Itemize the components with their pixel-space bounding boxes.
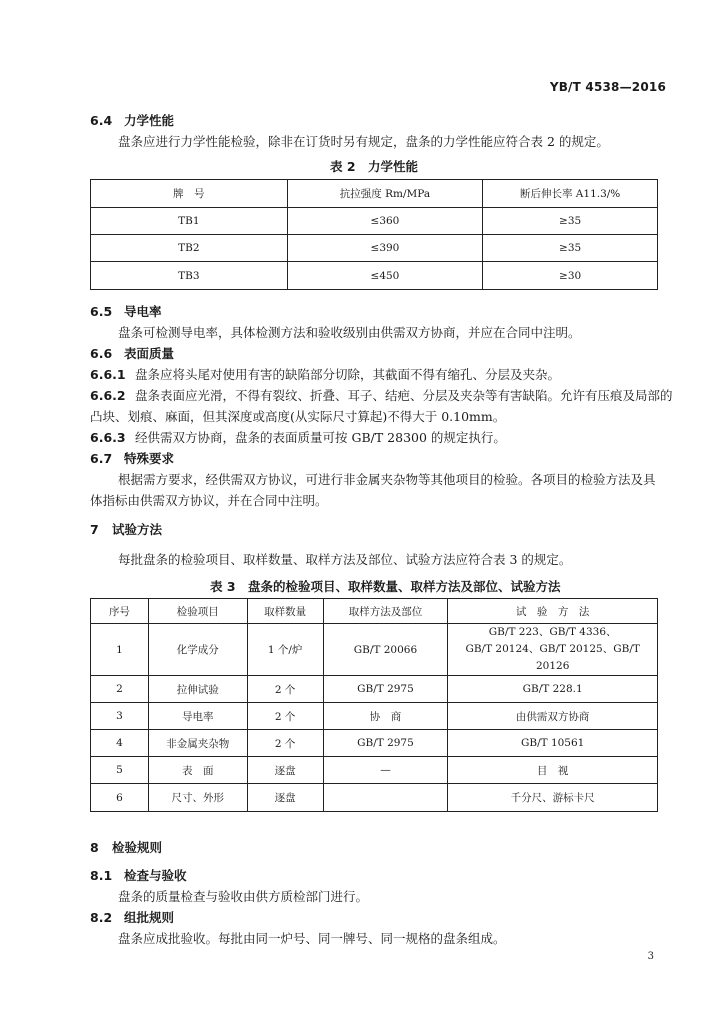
section-number: 6.6.1 bbox=[90, 367, 126, 382]
section-number: 6.7 bbox=[90, 451, 113, 466]
table-cell: GB/T 228.1 bbox=[448, 676, 658, 703]
section-number: 6.6.2 bbox=[90, 388, 126, 403]
table-row bbox=[91, 757, 658, 784]
section-number: 6.6.3 bbox=[90, 430, 126, 445]
table-cell: GB/T 10561 bbox=[448, 730, 658, 757]
table-cell: ≤450 bbox=[287, 262, 483, 290]
header-cell: 取样数量 bbox=[247, 599, 323, 624]
method-line: GB/T 223、GB/T 4336、 bbox=[488, 626, 617, 638]
section-title: 特殊要求 bbox=[124, 451, 175, 466]
table-row bbox=[91, 235, 658, 262]
header-cell: 抗拉强度 Rm/MPa bbox=[287, 180, 483, 208]
header-cell: 牌 号 bbox=[91, 180, 288, 208]
section-title: 力学性能 bbox=[124, 113, 175, 128]
table-cell: 尺寸、外形 bbox=[148, 784, 247, 812]
table-cell: 化学成分 bbox=[148, 624, 247, 676]
section-8-heading bbox=[90, 840, 162, 856]
table-cell: 导电率 bbox=[148, 703, 247, 730]
table-cell: GB/T 2975 bbox=[323, 730, 448, 757]
section-title: 检查与验收 bbox=[124, 868, 187, 883]
table-cell: 拉伸试验 bbox=[148, 676, 247, 703]
table-cell bbox=[448, 624, 658, 676]
section-6-7-body: 根据需方要求，经供需双方协议，可进行非金属夹杂物等其他项目的检验。各项目的检验方法及具 bbox=[118, 472, 656, 487]
header-cell: 取样方法及部位 bbox=[323, 599, 448, 624]
table-cell: 逐盘 bbox=[247, 784, 323, 812]
header-cell: 断后伸长率 A11.3/% bbox=[483, 180, 658, 208]
table-3 bbox=[90, 598, 658, 812]
table-cell: ≥30 bbox=[483, 262, 658, 290]
section-6-6-3 bbox=[90, 430, 506, 446]
table-cell: 6 bbox=[91, 784, 149, 812]
section-6-7-heading bbox=[90, 451, 174, 467]
section-6-6-1 bbox=[90, 367, 560, 383]
table-row bbox=[91, 784, 658, 812]
section-7-body: 每批盘条的检验项目、取样数量、取样方法及部位、试验方法应符合表 3 的规定。 bbox=[118, 552, 572, 567]
table-cell: ≤390 bbox=[287, 235, 483, 262]
table-cell: GB/T 2975 bbox=[323, 676, 448, 703]
table-cell: — bbox=[323, 757, 448, 784]
section-number: 6.5 bbox=[90, 304, 113, 319]
table-header-row bbox=[91, 180, 658, 208]
table-cell: ≥35 bbox=[483, 235, 658, 262]
section-6-5-body: 盘条可检测导电率，具体检测方法和验收级别由供需双方协商，并应在合同中注明。 bbox=[118, 325, 581, 340]
table-cell: 1 个/炉 bbox=[247, 624, 323, 676]
section-number: 6.6 bbox=[90, 346, 113, 361]
table-header-row bbox=[91, 599, 658, 624]
table-cell: 协 商 bbox=[323, 703, 448, 730]
section-6-6-heading bbox=[90, 346, 174, 362]
table-cell: 千分尺、游标卡尺 bbox=[448, 784, 658, 812]
table-cell: 5 bbox=[91, 757, 149, 784]
section-title: 组批规则 bbox=[124, 910, 175, 925]
section-8-1-body: 盘条的质量检查与验收由供方质检部门进行。 bbox=[118, 889, 369, 904]
table-row bbox=[91, 703, 658, 730]
table-cell: ≥35 bbox=[483, 208, 658, 235]
section-body: 盘条应将头尾对使用有害的缺陷部分切除，其截面不得有缩孔、分层及夹杂。 bbox=[135, 367, 561, 382]
table-cell: 3 bbox=[91, 703, 149, 730]
table-cell: ≤360 bbox=[287, 208, 483, 235]
section-title: 导电率 bbox=[124, 304, 162, 319]
section-number: 8.1 bbox=[90, 868, 113, 883]
section-number: 6.4 bbox=[90, 113, 113, 128]
table-cell: 目 视 bbox=[448, 757, 658, 784]
section-7-heading bbox=[90, 522, 162, 538]
table-cell: 2 个 bbox=[247, 730, 323, 757]
section-body: 盘条表面应光滑，不得有裂纹、折叠、耳子、结疤、分层及夹杂等有害缺陷。允许有压痕及局部的 bbox=[135, 388, 673, 403]
section-8-2-heading bbox=[90, 910, 174, 926]
section-title: 试验方法 bbox=[112, 522, 163, 537]
table-2 bbox=[90, 179, 658, 290]
table-row bbox=[91, 262, 658, 290]
method-line: GB/T 20124、GB/T 20125、GB/T 20126 bbox=[465, 643, 640, 672]
section-6-4-body: 盘条应进行力学性能检验，除非在订货时另有规定，盘条的力学性能应符合表 2 的规定。 bbox=[118, 134, 609, 149]
standard-number: YB/T 4538—2016 bbox=[549, 80, 666, 94]
table-row bbox=[91, 676, 658, 703]
section-number: 8.2 bbox=[90, 910, 113, 925]
table-cell bbox=[323, 784, 448, 812]
table-cell: 1 bbox=[91, 624, 149, 676]
section-8-1-heading bbox=[90, 868, 187, 884]
table-2-caption: 表 2 力学性能 bbox=[330, 159, 419, 174]
table-cell: 2 个 bbox=[247, 676, 323, 703]
table-cell: 2 bbox=[91, 676, 149, 703]
table-cell: 表 面 bbox=[148, 757, 247, 784]
header-cell: 试 验 方 法 bbox=[448, 599, 658, 624]
header-cell: 检验项目 bbox=[148, 599, 247, 624]
table-cell: GB/T 20066 bbox=[323, 624, 448, 676]
table-cell: 2 个 bbox=[247, 703, 323, 730]
section-number: 8 bbox=[90, 840, 99, 855]
section-6-5-heading bbox=[90, 304, 162, 320]
header-cell: 序号 bbox=[91, 599, 149, 624]
table-cell: 逐盘 bbox=[247, 757, 323, 784]
section-number: 7 bbox=[90, 522, 99, 537]
section-title: 表面质量 bbox=[124, 346, 175, 361]
table-cell: TB2 bbox=[91, 235, 288, 262]
table-cell: 由供需双方协商 bbox=[448, 703, 658, 730]
section-8-2-body: 盘条应成批验收。每批由同一炉号、同一牌号、同一规格的盘条组成。 bbox=[118, 931, 506, 946]
section-title: 检验规则 bbox=[112, 840, 163, 855]
section-6-7-body-cont: 体指标由供需双方协议，并在合同中注明。 bbox=[90, 493, 328, 508]
table-cell: 非金属夹杂物 bbox=[148, 730, 247, 757]
section-6-4-heading bbox=[90, 113, 174, 129]
table-3-caption: 表 3 盘条的检验项目、取样数量、取样方法及部位、试验方法 bbox=[210, 579, 561, 594]
table-cell: TB3 bbox=[91, 262, 288, 290]
table-row bbox=[91, 208, 658, 235]
table-cell: TB1 bbox=[91, 208, 288, 235]
section-6-6-2-cont: 凸块、划痕、麻面，但其深度或高度(从实际尺寸算起)不得大于 0.10mm。 bbox=[90, 409, 506, 424]
table-row bbox=[91, 624, 658, 676]
section-6-6-2 bbox=[90, 388, 673, 404]
table-row bbox=[91, 730, 658, 757]
table-cell: 4 bbox=[91, 730, 149, 757]
page-number: 3 bbox=[647, 951, 654, 962]
section-body: 经供需双方协商，盘条的表面质量可按 GB/T 28300 的规定执行。 bbox=[135, 430, 506, 445]
